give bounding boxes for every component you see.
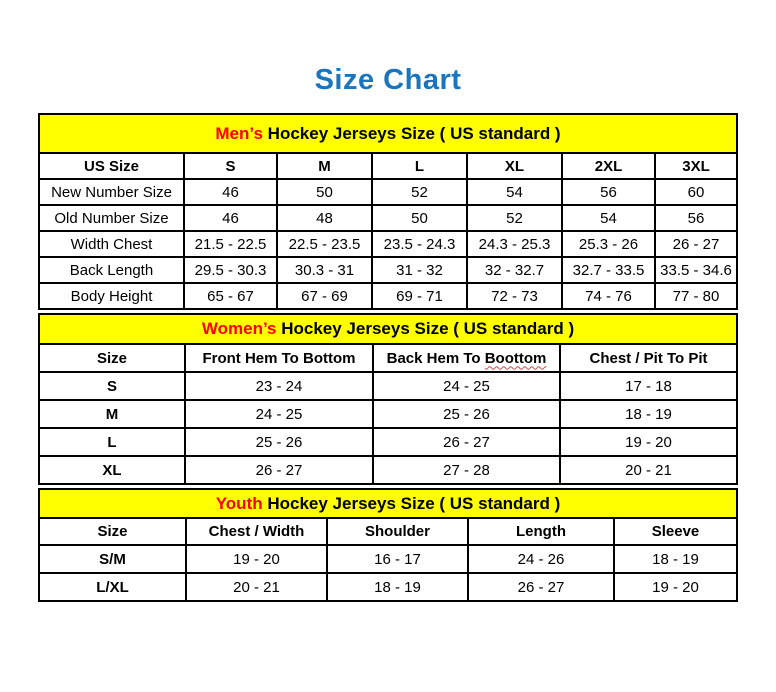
value-cell: 67 - 69 <box>277 283 372 309</box>
youth-size-table <box>38 488 738 602</box>
value-cell: 50 <box>277 179 372 205</box>
value-cell: 46 <box>184 179 277 205</box>
value-cell: 26 - 27 <box>185 456 373 484</box>
header-cell: XL <box>467 153 562 179</box>
table-row <box>39 456 737 484</box>
row-label-cell: S/M <box>39 545 186 573</box>
value-cell: 26 - 27 <box>373 428 560 456</box>
womens-banner-highlight: Women’s <box>201 319 277 338</box>
value-cell: 24.3 - 25.3 <box>467 231 562 257</box>
value-cell: 16 - 17 <box>327 545 468 573</box>
youth-banner-row <box>39 489 737 518</box>
row-label-cell: Width Chest <box>39 231 184 257</box>
table-row <box>39 205 737 231</box>
header-cell: Chest / Width <box>186 518 327 545</box>
table-row <box>39 400 737 428</box>
value-cell: 69 - 71 <box>372 283 467 309</box>
table-row <box>39 231 737 257</box>
value-cell: 20 - 21 <box>560 456 737 484</box>
value-cell: 56 <box>655 205 737 231</box>
womens-header-row <box>39 344 737 372</box>
value-cell: 23 - 24 <box>185 372 373 400</box>
value-cell: 48 <box>277 205 372 231</box>
table-row <box>39 573 737 601</box>
youth-banner-text: Hockey Jerseys Size ( US standard ) <box>267 493 561 513</box>
youth-table-banner <box>39 489 737 518</box>
header-cell: 3XL <box>655 153 737 179</box>
header-cell: L <box>372 153 467 179</box>
value-cell: 30.3 - 31 <box>277 257 372 283</box>
header-cell: Length <box>468 518 614 545</box>
header-cell: Sleeve <box>614 518 737 545</box>
page-title: Size Chart <box>314 64 462 96</box>
misspelled-word: Boottom <box>484 349 547 367</box>
header-cell <box>373 344 560 372</box>
header-cell: US Size <box>39 153 184 179</box>
value-cell: 25.3 - 26 <box>562 231 655 257</box>
table-row <box>39 257 737 283</box>
value-cell: 29.5 - 30.3 <box>184 257 277 283</box>
value-cell: 18 - 19 <box>327 573 468 601</box>
value-cell: 18 - 19 <box>560 400 737 428</box>
value-cell: 54 <box>467 179 562 205</box>
value-cell: 54 <box>562 205 655 231</box>
row-label-cell: M <box>39 400 185 428</box>
value-cell: 25 - 26 <box>373 400 560 428</box>
mens-header-row <box>39 153 737 179</box>
value-cell: 24 - 26 <box>468 545 614 573</box>
value-cell: 26 - 27 <box>655 231 737 257</box>
mens-banner-highlight: Men’s <box>215 123 263 143</box>
womens-banner-row <box>39 314 737 344</box>
value-cell: 33.5 - 34.6 <box>655 257 737 283</box>
value-cell: 21.5 - 22.5 <box>184 231 277 257</box>
womens-table-banner <box>39 314 737 344</box>
value-cell: 31 - 32 <box>372 257 467 283</box>
table-row <box>39 428 737 456</box>
table-row <box>39 179 737 205</box>
value-cell: 52 <box>372 179 467 205</box>
mens-size-table <box>38 113 738 310</box>
header-cell: Shoulder <box>327 518 468 545</box>
row-label-cell: Body Height <box>39 283 184 309</box>
row-label-cell: Old Number Size <box>39 205 184 231</box>
value-cell: 19 - 20 <box>186 545 327 573</box>
header-cell: S <box>184 153 277 179</box>
table-row <box>39 283 737 309</box>
table-row <box>39 372 737 400</box>
value-cell: 65 - 67 <box>184 283 277 309</box>
value-cell: 25 - 26 <box>185 428 373 456</box>
size-chart-tables <box>38 113 736 602</box>
mens-banner-text: Hockey Jerseys Size ( US standard ) <box>267 123 561 143</box>
value-cell: 24 - 25 <box>185 400 373 428</box>
value-cell: 72 - 73 <box>467 283 562 309</box>
row-label-cell: S <box>39 372 185 400</box>
value-cell: 77 - 80 <box>655 283 737 309</box>
row-label-cell: L/XL <box>39 573 186 601</box>
header-cell: 2XL <box>562 153 655 179</box>
row-label-cell: Back Length <box>39 257 184 283</box>
value-cell: 74 - 76 <box>562 283 655 309</box>
header-text: Back Hem To <box>386 349 481 367</box>
header-cell: Front Hem To Bottom <box>185 344 373 372</box>
womens-size-table <box>38 313 738 485</box>
value-cell: 17 - 18 <box>560 372 737 400</box>
value-cell: 52 <box>467 205 562 231</box>
value-cell: 19 - 20 <box>560 428 737 456</box>
value-cell: 26 - 27 <box>468 573 614 601</box>
value-cell: 24 - 25 <box>373 372 560 400</box>
youth-header-row <box>39 518 737 545</box>
value-cell: 20 - 21 <box>186 573 327 601</box>
womens-banner-text: Hockey Jerseys Size ( US standard ) <box>281 319 575 338</box>
value-cell: 27 - 28 <box>373 456 560 484</box>
value-cell: 32.7 - 33.5 <box>562 257 655 283</box>
header-cell: M <box>277 153 372 179</box>
value-cell: 56 <box>562 179 655 205</box>
table-row <box>39 545 737 573</box>
mens-banner-row <box>39 114 737 153</box>
header-cell: Size <box>39 344 185 372</box>
row-label-cell: New Number Size <box>39 179 184 205</box>
row-label-cell: XL <box>39 456 185 484</box>
value-cell: 18 - 19 <box>614 545 737 573</box>
value-cell: 46 <box>184 205 277 231</box>
value-cell: 19 - 20 <box>614 573 737 601</box>
value-cell: 32 - 32.7 <box>467 257 562 283</box>
row-label-cell: L <box>39 428 185 456</box>
youth-banner-highlight: Youth <box>215 493 263 513</box>
mens-table-banner <box>39 114 737 153</box>
value-cell: 22.5 - 23.5 <box>277 231 372 257</box>
value-cell: 23.5 - 24.3 <box>372 231 467 257</box>
header-cell: Size <box>39 518 186 545</box>
header-cell: Chest / Pit To Pit <box>560 344 737 372</box>
value-cell: 60 <box>655 179 737 205</box>
value-cell: 50 <box>372 205 467 231</box>
